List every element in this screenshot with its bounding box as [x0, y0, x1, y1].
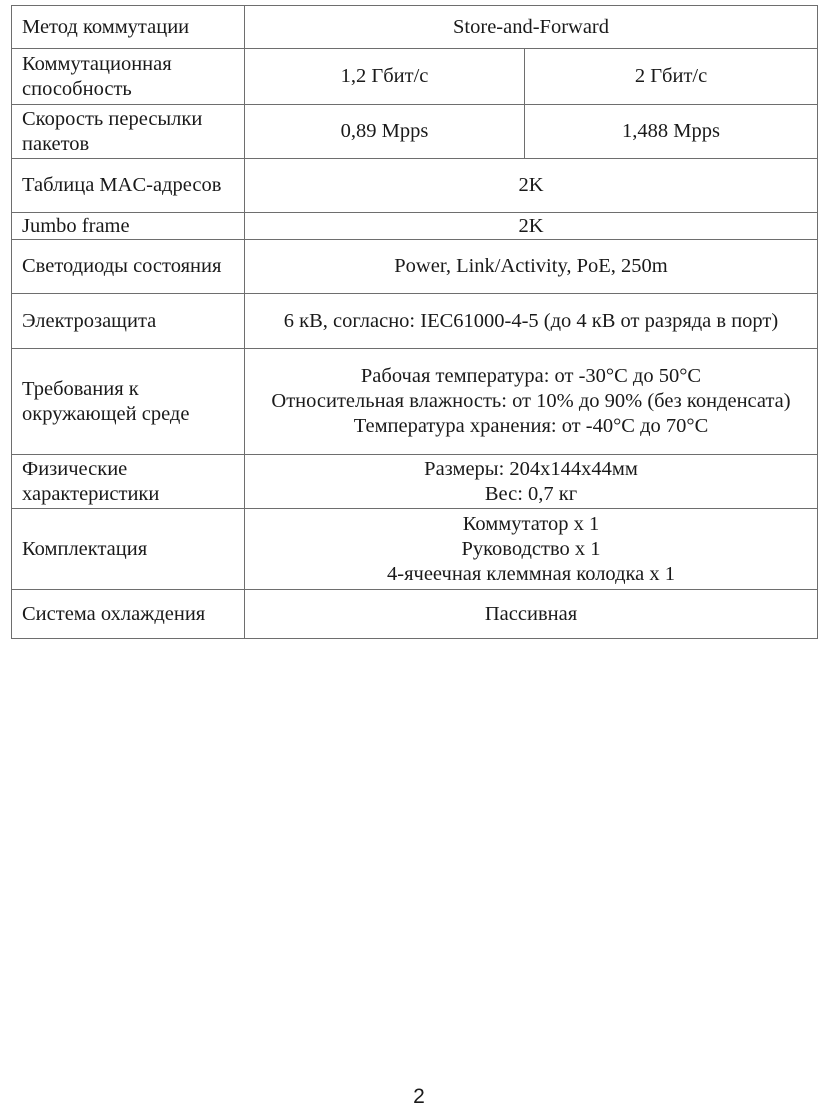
table-row: [12, 590, 818, 639]
package-item-manual: Руководство x 1: [461, 537, 601, 560]
table-row: [12, 105, 818, 159]
row-value-multiline: [245, 349, 818, 455]
table-row: [12, 349, 818, 455]
package-item-switch: Коммутатор x 1: [462, 512, 600, 535]
row-label: Скорость пересылки пакетов: [12, 105, 245, 159]
row-label: Электрозащита: [12, 294, 245, 349]
table-row: [12, 294, 818, 349]
row-label: Система охлаждения: [12, 590, 245, 639]
row-label: Jumbo frame: [12, 213, 245, 240]
row-label: Светодиоды состояния: [12, 240, 245, 294]
row-label: Коммутационная способность: [12, 49, 245, 105]
physical-dimensions: Размеры: 204x144x44мм: [424, 457, 638, 480]
row-value-multiline: [245, 455, 818, 509]
table-row: [12, 6, 818, 49]
row-label: Таблица MAC-адресов: [12, 159, 245, 213]
spec-table: [11, 5, 818, 639]
row-value: 2K: [245, 159, 818, 213]
row-label: Физические характеристики: [12, 455, 245, 509]
row-label: Метод коммутации: [12, 6, 245, 49]
row-value-left: 0,89 Mpps: [245, 105, 525, 159]
package-item-terminal-block: 4-ячеечная клеммная колодка x 1: [387, 562, 676, 585]
table-row: [12, 455, 818, 509]
env-operating-temp: Рабочая температура: от -30°C до 50°C: [360, 365, 702, 387]
row-value: Power, Link/Activity, PoE, 250m: [245, 240, 818, 294]
row-value: 2K: [245, 213, 818, 240]
table-row: [12, 509, 818, 590]
row-value-right: 2 Гбит/с: [525, 49, 818, 105]
row-value: 6 кВ, согласно: IEC61000-4-5 (до 4 кВ от разряда в порт): [245, 294, 818, 349]
row-value: Store-and-Forward: [245, 6, 818, 49]
table-row: [12, 159, 818, 213]
table-row: [12, 213, 818, 240]
page-number: 2: [413, 1085, 425, 1108]
env-humidity: Относительная влажность: от 10% до 90% (без конденсата): [271, 390, 791, 412]
table-row: [12, 49, 818, 105]
env-storage-temp: Температура хранения: от -40°C до 70°C: [353, 415, 709, 437]
table-row: [12, 240, 818, 294]
row-value-multiline: [245, 509, 818, 590]
row-value: Пассивная: [245, 590, 818, 639]
physical-weight: Вес: 0,7 кг: [484, 482, 578, 505]
row-value-left: 1,2 Гбит/с: [245, 49, 525, 105]
row-value-right: 1,488 Mpps: [525, 105, 818, 159]
row-label: Комплектация: [12, 509, 245, 590]
row-label: Требования к окружающей среде: [12, 349, 245, 455]
